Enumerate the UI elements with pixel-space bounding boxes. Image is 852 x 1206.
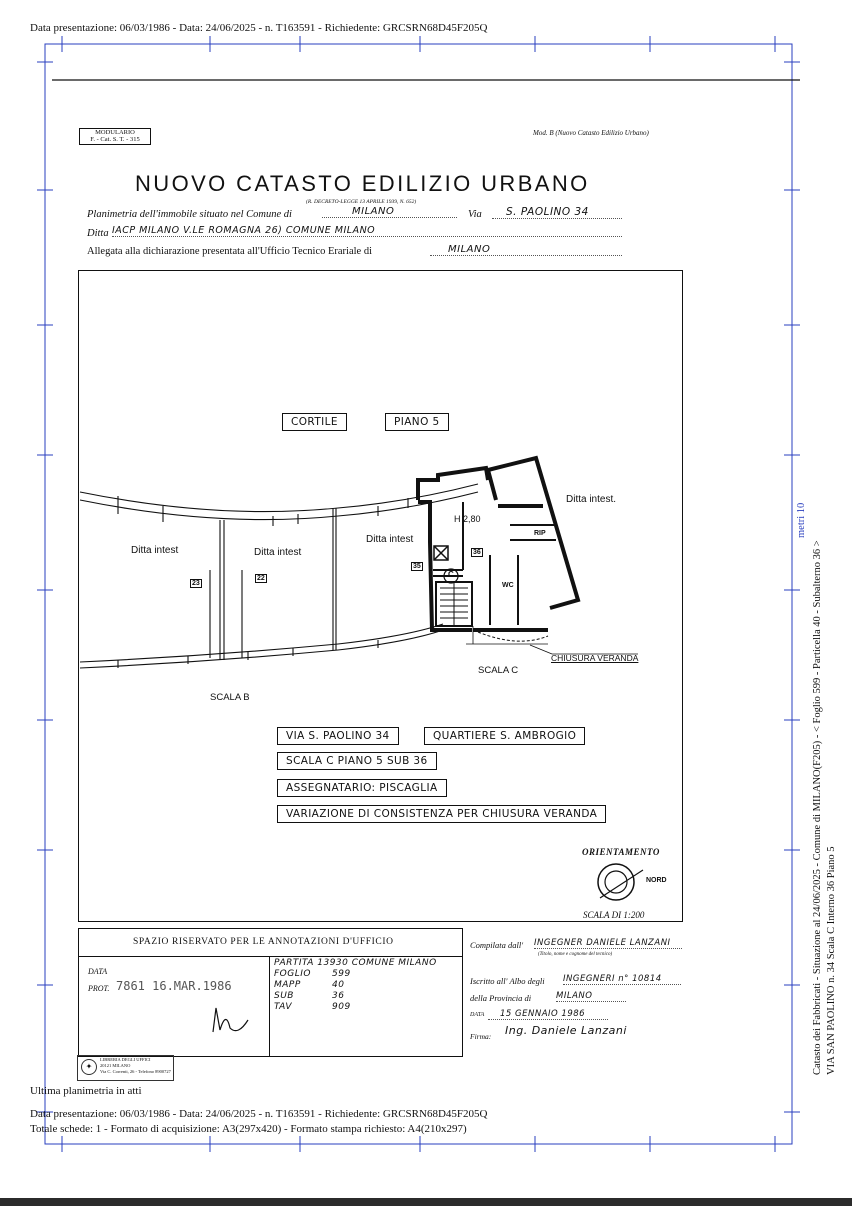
box-quartiere: QUARTIERE S. AMBROGIO (424, 727, 585, 745)
label-scala-c: SCALA C (478, 665, 519, 676)
office-data-label: DATA (88, 967, 108, 976)
modulario-box (79, 128, 151, 145)
via-label: Via (468, 209, 482, 220)
compilata-label: Compilata dall' (470, 940, 524, 950)
label-ditta-intest-3: Ditta intest (366, 534, 414, 545)
mapp-label: MAPP (274, 980, 301, 990)
compiler-data-value: 15 GENNAIO 1986 (488, 1009, 608, 1020)
office-prot-stamp: 7861 16.MAR.1986 (116, 979, 232, 993)
stamp-line2: 20121 MILANO (100, 1063, 131, 1068)
sub-value: 36 (332, 991, 345, 1001)
label-ditta-intest-1: Ditta intest (131, 545, 179, 556)
label-piano: PIANO 5 (385, 413, 449, 431)
provincia-label: della Provincia di (470, 993, 532, 1003)
label-rip: RIP (534, 530, 546, 537)
header-info: Data presentazione: 06/03/1986 - Data: 24/06/2025 - n. T163591 - Richiedente: GRCSRN68D45F205Q (30, 22, 488, 34)
comune-field: MILANO (322, 206, 457, 218)
tav-value: 909 (332, 1002, 351, 1012)
foglio-label: FOGLIO (274, 969, 311, 979)
label-sub-22: 22 (257, 575, 265, 582)
office-initials (208, 1000, 258, 1040)
firma-label: Firma: (470, 1032, 492, 1041)
label-orientamento: ORIENTAMENTO (582, 847, 660, 857)
ditta-field: IACP MILANO V.LE ROMAGNA 26) COMUNE MILANO (112, 225, 622, 237)
form-title: NUOVO CATASTO EDILIZIO URBANO (135, 171, 590, 196)
label-h: H 2,80 (454, 514, 481, 524)
ditta-label: Ditta (87, 228, 109, 239)
modulario-line1: MODULARIO (95, 129, 135, 136)
label-c-mark: C (448, 570, 454, 579)
iscritto-label: Iscritto all' Albo degli (470, 976, 545, 986)
label-chiusura: CHIUSURA VERANDA (551, 653, 639, 663)
partita-label: PARTITA (274, 958, 314, 968)
office-cadastral-data (274, 958, 437, 1013)
decree: (R. DECRETO-LEGGE 13 APRILE 1939, N. 652) (306, 199, 417, 205)
sub-label: SUB (274, 991, 294, 1001)
compilata-value: INGEGNER DANIELE LANZANI (534, 938, 682, 949)
stamp-line1: LIBRERIA DEGLI UFFICI (100, 1057, 151, 1062)
compiler-data-label: DATA (470, 1012, 485, 1018)
scale-mark-label: metri 10 (796, 502, 807, 538)
ufficio-field: MILANO (430, 244, 622, 256)
label-sub-35: 35 (413, 563, 421, 570)
stamp-line3: Via C. Correnti, 26 - Telefono 8900727 (100, 1069, 171, 1074)
footer-line2: Totale schede: 1 - Formato di acquisizione: A3(297x420) - Formato stampa richiesto: A4(210x297) (30, 1123, 467, 1135)
footer-ultima: Ultima planimetria in atti (30, 1085, 142, 1097)
planimetria-line: Planimetria dell'immobile situato nel Comune di (87, 209, 292, 220)
tav-label: TAV (274, 1002, 293, 1012)
provincia-value: MILANO (556, 991, 626, 1002)
box-via: VIA S. PAOLINO 34 (277, 727, 399, 745)
stamp-logo-icon: ✦ (81, 1059, 97, 1075)
firma-value: Ing. Daniele Lanzani (505, 1024, 627, 1037)
box-scala: SCALA C PIANO 5 SUB 36 (277, 752, 437, 770)
partita-value: 13930 COMUNE MILANO (317, 958, 437, 968)
via-field: S. PAOLINO 34 (492, 206, 622, 219)
label-sub-23: 23 (192, 580, 200, 587)
foglio-value: 599 (332, 969, 351, 979)
stamp (77, 1055, 174, 1081)
floor-plan (78, 270, 682, 921)
box-variazione: VARIAZIONE DI CONSISTENZA PER CHIUSURA VERANDA (277, 805, 606, 823)
label-nord: NORD (646, 877, 667, 884)
compilata-sub: (Titolo, nome e cognome del tecnico) (538, 952, 613, 957)
office-title: SPAZIO RISERVATO PER LE ANNOTAZIONI D'UFFICIO (133, 937, 394, 947)
side-note: Catasto dei Fabbricati - Situazione al 24/06/2025 - Comune di MILANO(F205) - < Foglio 599 - Particella 40 - Subalterno 36 > (812, 540, 823, 1075)
label-scala-b: SCALA B (210, 692, 250, 703)
box-assegnatario: ASSEGNATARIO: PISCAGLIA (277, 779, 447, 797)
modulario-line2: F. - Cat. S. T. - 315 (90, 136, 140, 143)
footer-line1: Data presentazione: 06/03/1986 - Data: 24/06/2025 - n. T163591 - Richiedente: GRCSRN68D45F205Q (30, 1108, 488, 1120)
mapp-value: 40 (332, 980, 345, 990)
label-sub-36: 36 (473, 549, 481, 556)
office-prot-label: PROT. (88, 984, 110, 993)
bottom-bar (0, 1198, 852, 1206)
allegata-line: Allegata alla dichiarazione presentata all'Ufficio Tecnico Erariale di (87, 246, 373, 257)
label-wc: WC (502, 582, 514, 589)
label-ditta-intest-right: Ditta intest. (566, 494, 617, 505)
mod-label: Mod. B (Nuovo Catasto Edilizio Urbano) (533, 129, 649, 137)
iscritto-value: INGEGNERI n° 10814 (563, 974, 681, 985)
side-note-2: VIA SAN PAOLINO n. 34 Scala C Interno 36 Piano 5 (826, 846, 837, 1075)
label-ditta-intest-2: Ditta intest (254, 547, 302, 558)
label-scala-di: SCALA DI 1:200 (583, 910, 645, 920)
label-cortile: CORTILE (282, 413, 347, 431)
